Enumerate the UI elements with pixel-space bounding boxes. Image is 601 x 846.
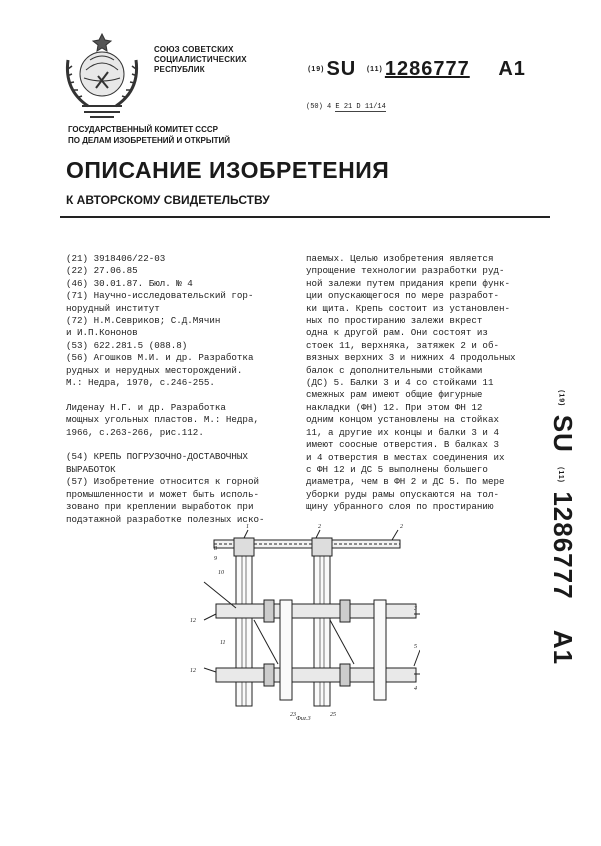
text-line: норудный институт	[66, 302, 160, 314]
document-subtitle: К АВТОРСКОМУ СВИДЕТЕЛЬСТВУ	[66, 193, 270, 207]
text-line: (56) Агошков М.И. и др. Разработка	[66, 352, 254, 364]
text-line: щину убранного слоя по простиранию	[306, 501, 494, 513]
callout-label: 25	[330, 712, 336, 718]
text-line: (53) 622.281.5 (088.8)	[66, 339, 188, 351]
text-line: одним концом установлены на стойках	[306, 414, 499, 426]
callout-label: 23	[290, 712, 296, 718]
callout-label: 5	[414, 644, 417, 650]
text-line: ВЫРАБОТОК	[66, 463, 116, 475]
text-line: уборки руды рамы опускаются на тол-	[306, 488, 499, 500]
text-line: рудных и нерудных месторождений.	[66, 364, 243, 376]
callout-label: 11	[220, 640, 226, 646]
callout-label: 4	[414, 686, 417, 692]
side-publication-number: (19) SU (11) 1286777 A1	[548, 390, 578, 666]
abstract-continuation	[306, 253, 534, 514]
text-line: (71) Научно-исследовательский гор-	[66, 290, 254, 302]
text-line: и И.П.Кононов	[66, 327, 138, 339]
text-line: М.: Недра, 1970, с.246-255.	[66, 377, 215, 389]
text-line: 11, а другие их концы и балки 3 и 4	[306, 426, 499, 438]
text-line: 1966, с.263-266, рис.112.	[66, 426, 204, 438]
text-line: подэтажной разработке полезных иско-	[66, 513, 265, 525]
publication-number: (19) SU (11) 1286777 A1	[308, 58, 526, 80]
committee-line: ГОСУДАРСТВЕННЫЙ КОМИТЕТ СССР	[68, 125, 218, 134]
callout-label: 12	[190, 668, 196, 674]
text-line: промышленности и может быть исполь-	[66, 488, 259, 500]
text-line: (46) 30.01.87. Бюл. № 4	[66, 277, 193, 289]
callout-label: 12	[190, 618, 196, 624]
callout-label: 2	[400, 524, 403, 530]
text-line: мощных угольных пластов. М.: Недра,	[66, 414, 259, 426]
text-line: (ДС) 5. Балки 3 и 4 со стойками 11	[306, 377, 494, 389]
text-line: паемых. Целью изобретения является	[306, 253, 494, 264]
callout-label: 10	[218, 570, 224, 576]
text-line: ки щита. Крепь состоит из установлен-	[306, 302, 510, 314]
text-line: вязных верхних 3 и нижних 4 продольных	[306, 352, 516, 364]
ipc-class: (50) 4 E 21 D 11/14	[306, 103, 386, 111]
text-line: с ФН 12 и ДС 5 выполнены большего	[306, 463, 488, 475]
text-line: (22) 27.06.85	[66, 265, 138, 277]
text-line: балок с дополнительными стойками	[306, 364, 483, 376]
text-line: упрощение технологии разработки руд-	[306, 265, 505, 277]
support-drawing	[180, 520, 420, 720]
figure-caption: Фиг.3	[296, 716, 311, 722]
text-line: ции опускающегося по мере разработ-	[306, 290, 499, 302]
union-line: РЕСПУБЛИК	[154, 65, 205, 74]
text-line: и 4 отверстия в местах соединения их	[306, 451, 505, 463]
text-line: диаметра, чем в ФН 2 и ДС 5. По мере	[306, 476, 505, 488]
document-title: ОПИСАНИЕ ИЗОБРЕТЕНИЯ	[66, 157, 390, 183]
text-line: накладки (ФН) 12. При этом ФН 12	[306, 401, 483, 413]
text-line: зовано при креплении выработок при	[66, 501, 254, 513]
ussr-emblem	[60, 30, 144, 120]
text-line	[66, 389, 298, 401]
callout-label: 1	[246, 524, 249, 530]
text-line: Лиденау Н.Г. и др. Разработка	[66, 401, 226, 413]
text-line: (21) 3918406/22-03	[66, 253, 166, 264]
committee-line: ПО ДЕЛАМ ИЗОБРЕТЕНИЙ И ОТКРЫТИЙ	[68, 136, 231, 145]
text-line: ных по простиранию залежи вкрест	[306, 315, 483, 327]
union-line: СОЮЗ СОВЕТСКИХ	[154, 45, 234, 54]
union-line: СОЦИАЛИСТИЧЕСКИХ	[154, 55, 247, 64]
header-rule	[60, 216, 550, 218]
text-line: одна к другой рам. Они состоят из	[306, 327, 488, 339]
text-line: имеют соосные отверстия. В балках 3	[306, 439, 499, 451]
text-line	[66, 439, 298, 451]
callout-label: 3	[414, 606, 417, 612]
text-line: стоек 11, верхняка, затяжек 2 и об-	[306, 339, 499, 351]
callout-label: 9	[214, 556, 217, 562]
text-line: смежных рам имеют общие фигурные	[306, 389, 483, 401]
callout-label: 2	[318, 524, 321, 530]
text-line: (72) Н.М.Севриков; С.Д.Мячин	[66, 315, 221, 327]
callout-label: 8	[214, 546, 217, 552]
text-line: (54) КРЕПЬ ПОГРУЗОЧНО-ДОСТАВОЧНЫХ	[66, 451, 248, 463]
text-line: (57) Изобретение относится к горной	[66, 476, 259, 488]
text-line: ной залежи путем придания крепи функ-	[306, 277, 510, 289]
bibliographic-data	[66, 253, 298, 526]
